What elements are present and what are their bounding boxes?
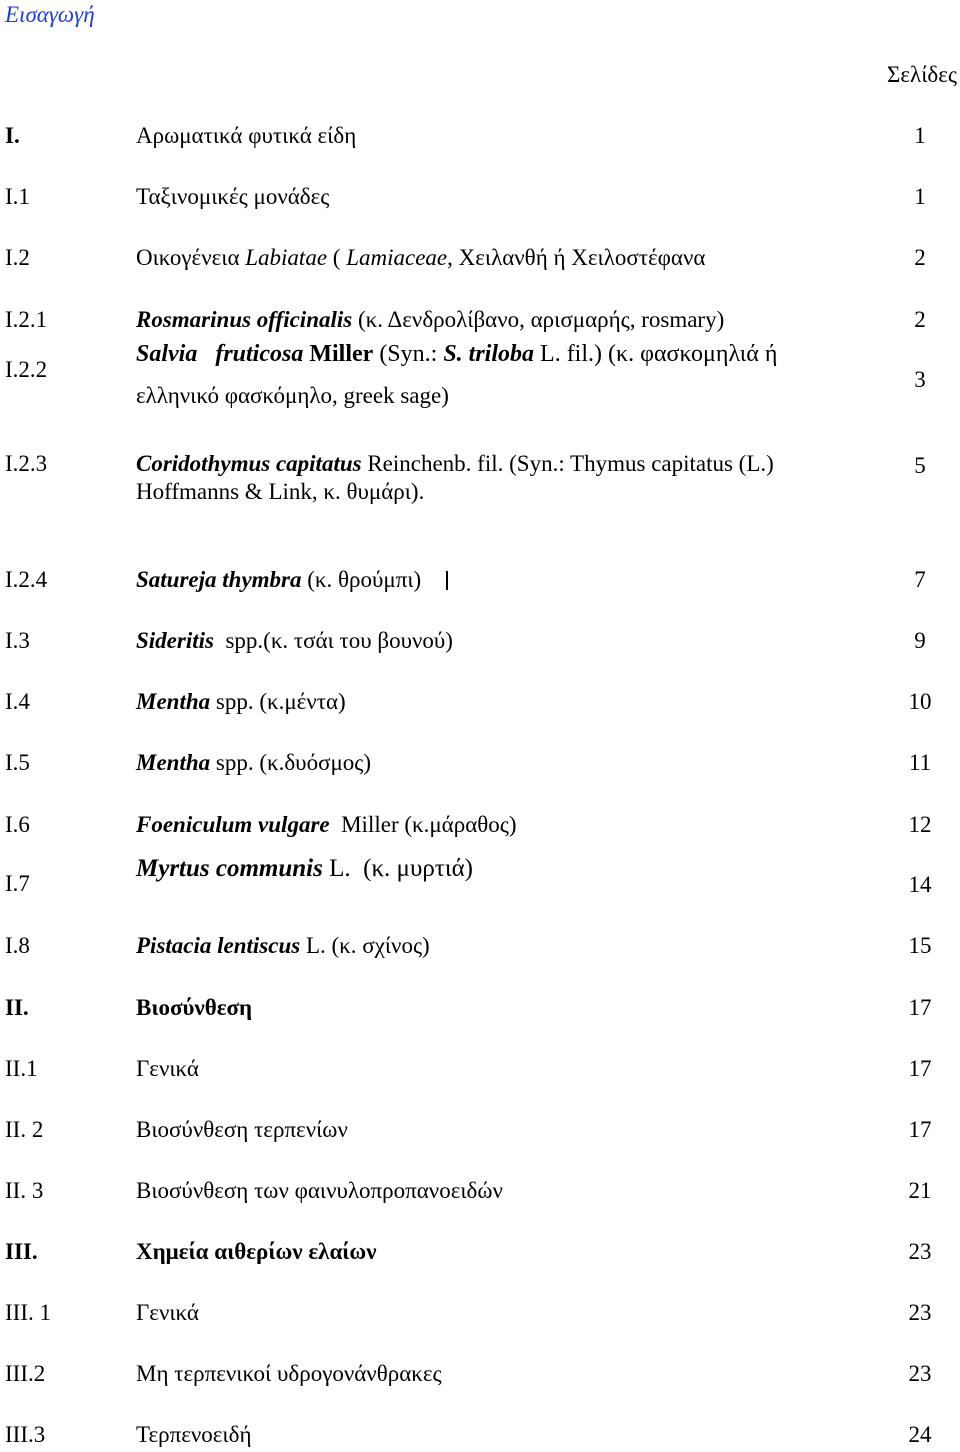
section-number: II.1 (5, 1056, 38, 1081)
page-number: 17 (908, 995, 932, 1020)
scientific-name: Mentha (136, 750, 211, 775)
section-number: I.4 (5, 689, 30, 714)
entry-title-text: Μη τερπενικοί υδρογονάνθρακες (136, 1361, 442, 1386)
entry-title (136, 1422, 251, 1448)
entry-title-line-2 (136, 479, 424, 505)
scientific-name: Salvia fruticosa (136, 341, 304, 367)
section-number: I.1 (5, 184, 30, 209)
document-heading: Εισαγωγή (5, 2, 95, 27)
section-number: II. 3 (5, 1178, 44, 1203)
entry-title-line-1 (136, 341, 777, 367)
entry-title (136, 689, 346, 715)
entry-title-text: (κ. Δενδρολίβανο, αρισμαρής, rosmary) (352, 307, 725, 332)
section-number: I.3 (5, 628, 30, 653)
section-number: III.2 (5, 1361, 46, 1386)
scientific-name: Foeniculum vulgare (136, 812, 330, 837)
entry-title-text: (κ. θρούμπι) (301, 567, 422, 592)
page-number: 23 (908, 1361, 932, 1386)
entry-title-line-1 (136, 451, 774, 477)
page-number: 17 (908, 1056, 932, 1081)
entry-title (136, 812, 517, 838)
entry-title-text: Βιοσύνθεση (136, 995, 253, 1020)
author-name: Miller (303, 341, 374, 367)
entry-title-text: Τερπενοειδή (136, 1422, 252, 1447)
entry-title-text: Γενικά (136, 1056, 199, 1081)
entry-title (136, 1178, 503, 1204)
vertical-bar-mark (446, 571, 448, 590)
entry-title (136, 995, 252, 1021)
entry-title-text: spp.(κ. τσάι του βουνού) (213, 628, 453, 653)
page-number: 17 (908, 1117, 932, 1142)
page-number: 2 (914, 307, 926, 332)
entry-title-text: Reinchenb. fil. (Syn.: Thymus capitatus (L.) (361, 451, 774, 476)
pages-column-header: Σελίδες (887, 62, 957, 87)
section-number: III.3 (5, 1422, 46, 1447)
scientific-name: Myrtus communis (136, 855, 323, 882)
scientific-name: Satureja thymbra (136, 567, 302, 592)
entry-title-text: spp. (κ.δυόσμος) (210, 750, 372, 775)
section-number: I. (5, 123, 20, 148)
page-number: 9 (914, 628, 926, 653)
scientific-name: Sideritis (136, 628, 214, 653)
section-number: I.2.3 (5, 451, 48, 476)
scientific-name: Lamiaceae (346, 245, 448, 270)
scientific-name: Rosmarinus officinalis (136, 307, 353, 332)
section-number: I.2.2 (5, 357, 48, 382)
section-number: III. 1 (5, 1300, 51, 1325)
page-number: 11 (908, 750, 932, 775)
entry-title-text: , Χειλανθή ή Χειλοστέφανα (447, 245, 706, 270)
entry-title (136, 567, 421, 593)
scientific-name: Labiatae (245, 245, 328, 270)
scientific-name: Pistacia lentiscus (136, 933, 301, 958)
section-number: I.5 (5, 750, 30, 775)
entry-title (136, 1361, 442, 1387)
page-number: 23 (908, 1239, 932, 1264)
entry-title (136, 307, 724, 333)
scientific-name: Mentha (136, 689, 211, 714)
section-number: I.7 (5, 871, 30, 896)
page-number: 12 (908, 812, 932, 837)
entry-title-text: Miller (κ.μάραθος) (329, 812, 517, 837)
entry-title-text: ελληνικό φασκόμηλο, greek sage) (136, 383, 449, 408)
page-number: 24 (908, 1422, 932, 1447)
entry-title-text: Βιοσύνθεση των φαινυλοπροπανοειδών (136, 1178, 503, 1203)
entry-title (136, 856, 473, 882)
page-number: 2 (914, 245, 926, 270)
page-number: 14 (908, 872, 932, 897)
page-number: 3 (914, 367, 926, 392)
page-number: 1 (914, 184, 926, 209)
entry-title-text: Ταξινομικές μονάδες (136, 184, 330, 209)
entry-title (136, 750, 371, 776)
entry-title (136, 184, 329, 210)
entry-title (136, 933, 430, 959)
section-number: I.6 (5, 812, 30, 837)
entry-title-text: Χημεία αιθερίων ελαίων (136, 1239, 377, 1264)
entry-title (136, 1056, 199, 1082)
scientific-name: S. triloba (443, 341, 535, 367)
page-number: 10 (908, 689, 932, 714)
page-number: 7 (914, 567, 926, 592)
page-number: 15 (908, 933, 932, 958)
entry-title-text: Hoffmanns & Link, κ. θυμάρι). (136, 479, 425, 504)
entry-title-text: ( (327, 245, 347, 270)
page-number: 23 (908, 1300, 932, 1325)
entry-title-line-2 (136, 383, 449, 409)
entry-title-text: spp. (κ.μέντα) (210, 689, 346, 714)
entry-title-text: Οικογένεια (136, 245, 246, 270)
entry-title-text: Αρωματικά φυτικά είδη (136, 123, 357, 148)
page-number: 21 (908, 1178, 932, 1203)
entry-title (136, 628, 453, 654)
page-number: 1 (914, 123, 926, 148)
section-number: I.2.4 (5, 567, 48, 592)
section-number: II. (5, 995, 29, 1020)
entry-title (136, 123, 356, 149)
section-number: III. (5, 1239, 38, 1264)
entry-title (136, 1239, 377, 1265)
entry-title-text: L. (κ. μυρτιά) (322, 855, 474, 882)
entry-title-text: L. (κ. σχίνος) (300, 933, 430, 958)
entry-title (136, 1117, 348, 1143)
entry-title (136, 245, 705, 271)
entry-title-text: L. fil.) (κ. φασκομηλιά ή (534, 341, 778, 367)
entry-title (136, 1300, 199, 1326)
section-number: I.2 (5, 245, 30, 270)
section-number: I.8 (5, 933, 30, 958)
entry-title-text: Γενικά (136, 1300, 199, 1325)
scientific-name: Coridothymus capitatus (136, 451, 362, 476)
section-number: I.2.1 (5, 307, 48, 332)
entry-title-text: Βιοσύνθεση τερπενίων (136, 1117, 348, 1142)
section-number: II. 2 (5, 1117, 44, 1142)
page-number: 5 (914, 453, 926, 478)
entry-title-text: (Syn.: (373, 341, 444, 367)
